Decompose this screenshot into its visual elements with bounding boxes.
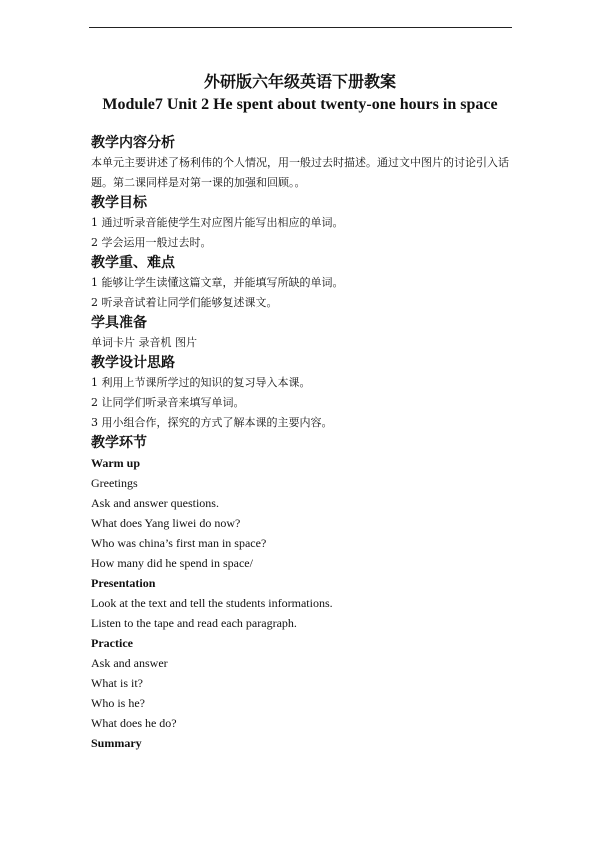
section-heading-materials: 学具准备 xyxy=(91,315,147,331)
step-label-summary: Summary xyxy=(91,736,142,750)
content-analysis-text: 本单元主要讲述了杨利伟的个人情况，用一般过去时描述。通过文中图片的讨论引入话题。第二课同样是对第一课的加强和回顾。。 xyxy=(91,156,509,189)
objective-item: 1 通过听录音能使学生对应图片能写出相应的单词。 xyxy=(91,216,344,229)
step-label-practice: Practice xyxy=(91,636,133,650)
presentation-item: Look at the text and tell the students informations. xyxy=(91,596,333,610)
key-point-item: 1 能够让学生读懂这篇文章，并能填写所缺的单词。 xyxy=(91,276,344,289)
step-label-warm-up: Warm up xyxy=(91,456,141,470)
section-heading-design: 教学设计思路 xyxy=(91,355,175,371)
presentation-item: Listen to the tape and read each paragraph. xyxy=(91,616,297,630)
practice-item: Who is he? xyxy=(91,696,145,710)
section-heading-content-analysis: 教学内容分析 xyxy=(91,135,175,151)
practice-item: What is it? xyxy=(91,676,143,690)
warm-up-item: Greetings xyxy=(91,476,138,490)
warm-up-item: Ask and answer questions. xyxy=(91,496,219,510)
materials-item: 单词卡片 录音机 图片 xyxy=(91,336,197,349)
section-heading-key-points: 教学重、难点 xyxy=(91,255,175,271)
document-title: 外研版六年级英语下册教案 xyxy=(203,72,396,91)
document-body xyxy=(91,133,516,753)
key-point-item: 2 听录音试着让同学们能够复述课文。 xyxy=(91,296,278,309)
design-item: 2 让同学们听录音来填写单词。 xyxy=(91,396,245,409)
practice-item: What does he do? xyxy=(91,716,177,730)
design-item: 1 利用上节课所学过的知识的复习导入本课。 xyxy=(91,376,311,389)
design-item: 3 用小组合作，探究的方式了解本课的主要内容。 xyxy=(91,416,333,429)
section-heading-steps: 教学环节 xyxy=(91,435,147,451)
practice-item: Ask and answer xyxy=(91,656,168,670)
document-subtitle: Module7 Unit 2 He spent about twenty-one hours in space xyxy=(102,96,498,113)
section-heading-objectives: 教学目标 xyxy=(91,195,147,211)
warm-up-item: How many did he spend in space/ xyxy=(91,556,253,570)
header-rule xyxy=(89,27,512,28)
step-label-presentation: Presentation xyxy=(91,576,156,590)
warm-up-item: What does Yang liwei do now? xyxy=(91,516,241,530)
objective-item: 2 学会运用一般过去时。 xyxy=(91,236,212,249)
warm-up-item: Who was china’s first man in space? xyxy=(91,536,267,550)
